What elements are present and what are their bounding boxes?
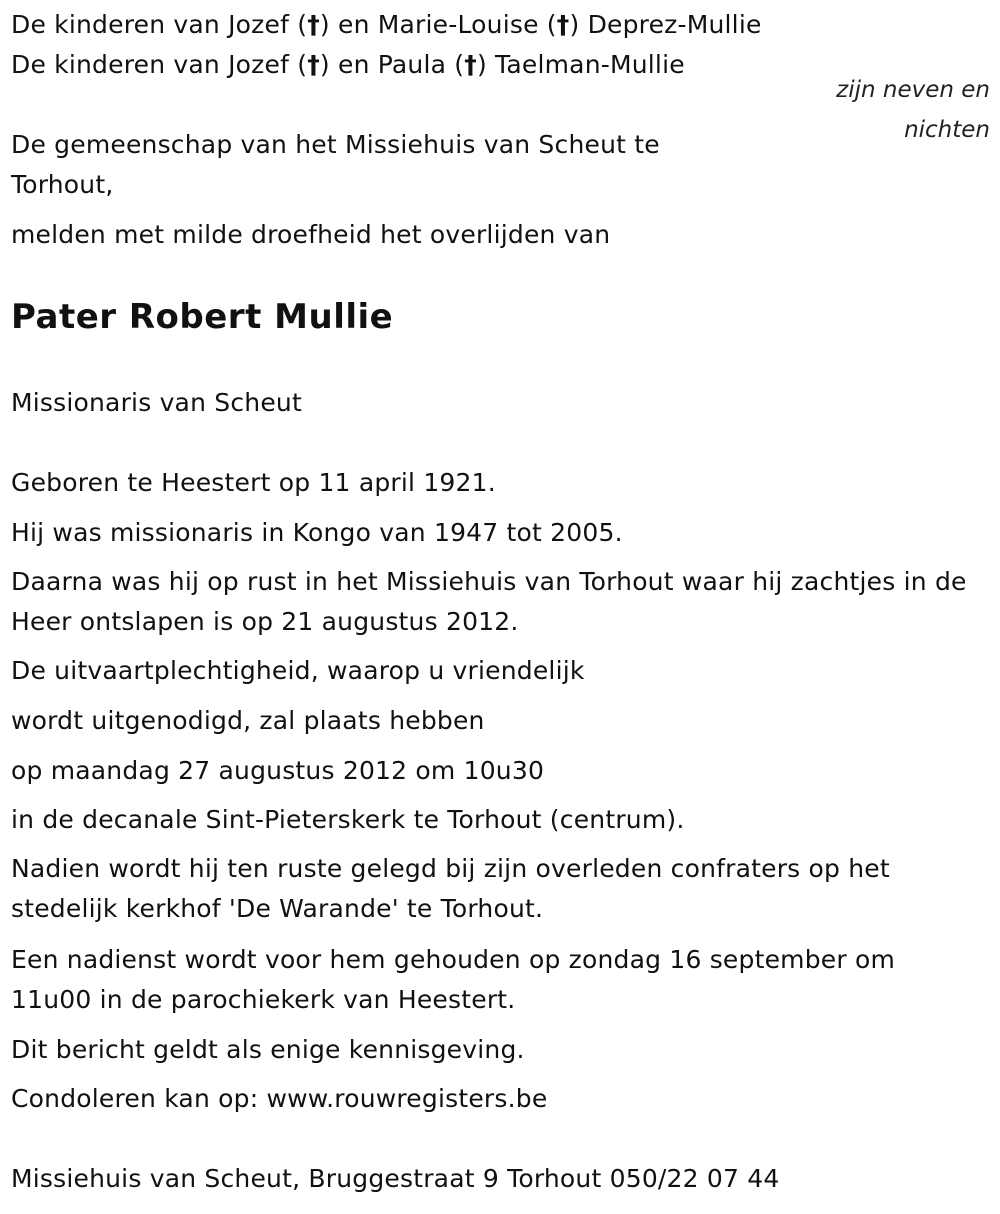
announcement-text: melden met milde droefheid het overlijden van [11,220,611,249]
funeral-line-2: wordt uitgenodigd, zal plaats hebben [11,706,485,735]
family-line-text: ) Taelman-Mullie [476,50,685,79]
family-line-text: ) Deprez-Mullie [569,10,762,39]
community-text: De gemeenschap van het Missiehuis van Scheut te Torhout, [11,130,660,199]
condolences-text: Condoleren kan op: www.rouwregisters.be [11,1084,548,1113]
funeral-line-4: in de decanale Sint-Pieterskerk te Torhout (centrum). [11,805,685,834]
family-line-text: ) en Paula ( [319,50,465,79]
birth-text: Geboren te Heestert op 11 april 1921. [11,468,496,497]
deceased-name: Pater Robert Mullie [11,297,394,337]
deceased-role: Missionaris van Scheut [11,388,302,417]
cross-icon: † [307,50,320,79]
funeral-line-3: op maandag 27 augustus 2012 om 10u30 [11,756,545,785]
family-line-taelman-mullie [11,45,685,85]
family-line-text: De kinderen van Jozef ( [11,10,308,39]
rest-text: Daarna was hij op rust in het Missiehuis van Torhout waar hij zachtjes in de Heer ontslapen is op 21 augustus 2012. [11,567,967,636]
family-line-deprez-mullie [11,5,762,45]
cross-icon: † [464,50,477,79]
missionary-text: Hij was missionaris in Kongo van 1947 tot 2005. [11,518,623,547]
notice-text: Dit bericht geldt als enige kennisgeving. [11,1035,525,1064]
footer-address: Missiehuis van Scheut, Bruggestraat 9 Torhout 050/22 07 44 [11,1164,780,1193]
family-relation-note: zijn neven en nichten [836,77,990,143]
family-line-text: ) en Marie-Louise ( [319,10,557,39]
memorial-text: Een nadienst wordt voor hem gehouden op zondag 16 september om 11u00 in de parochiekerk van Heestert. [11,945,896,1014]
burial-text: Nadien wordt hij ten ruste gelegd bij zijn overleden confraters op het stedelijk kerkhof 'De Warande' te Torhout. [11,854,890,923]
family-line-text: De kinderen van Jozef ( [11,50,308,79]
funeral-line-1: De uitvaartplechtigheid, waarop u vriendelijk [11,656,585,685]
cross-icon: † [307,10,320,39]
cross-icon: † [556,10,570,39]
